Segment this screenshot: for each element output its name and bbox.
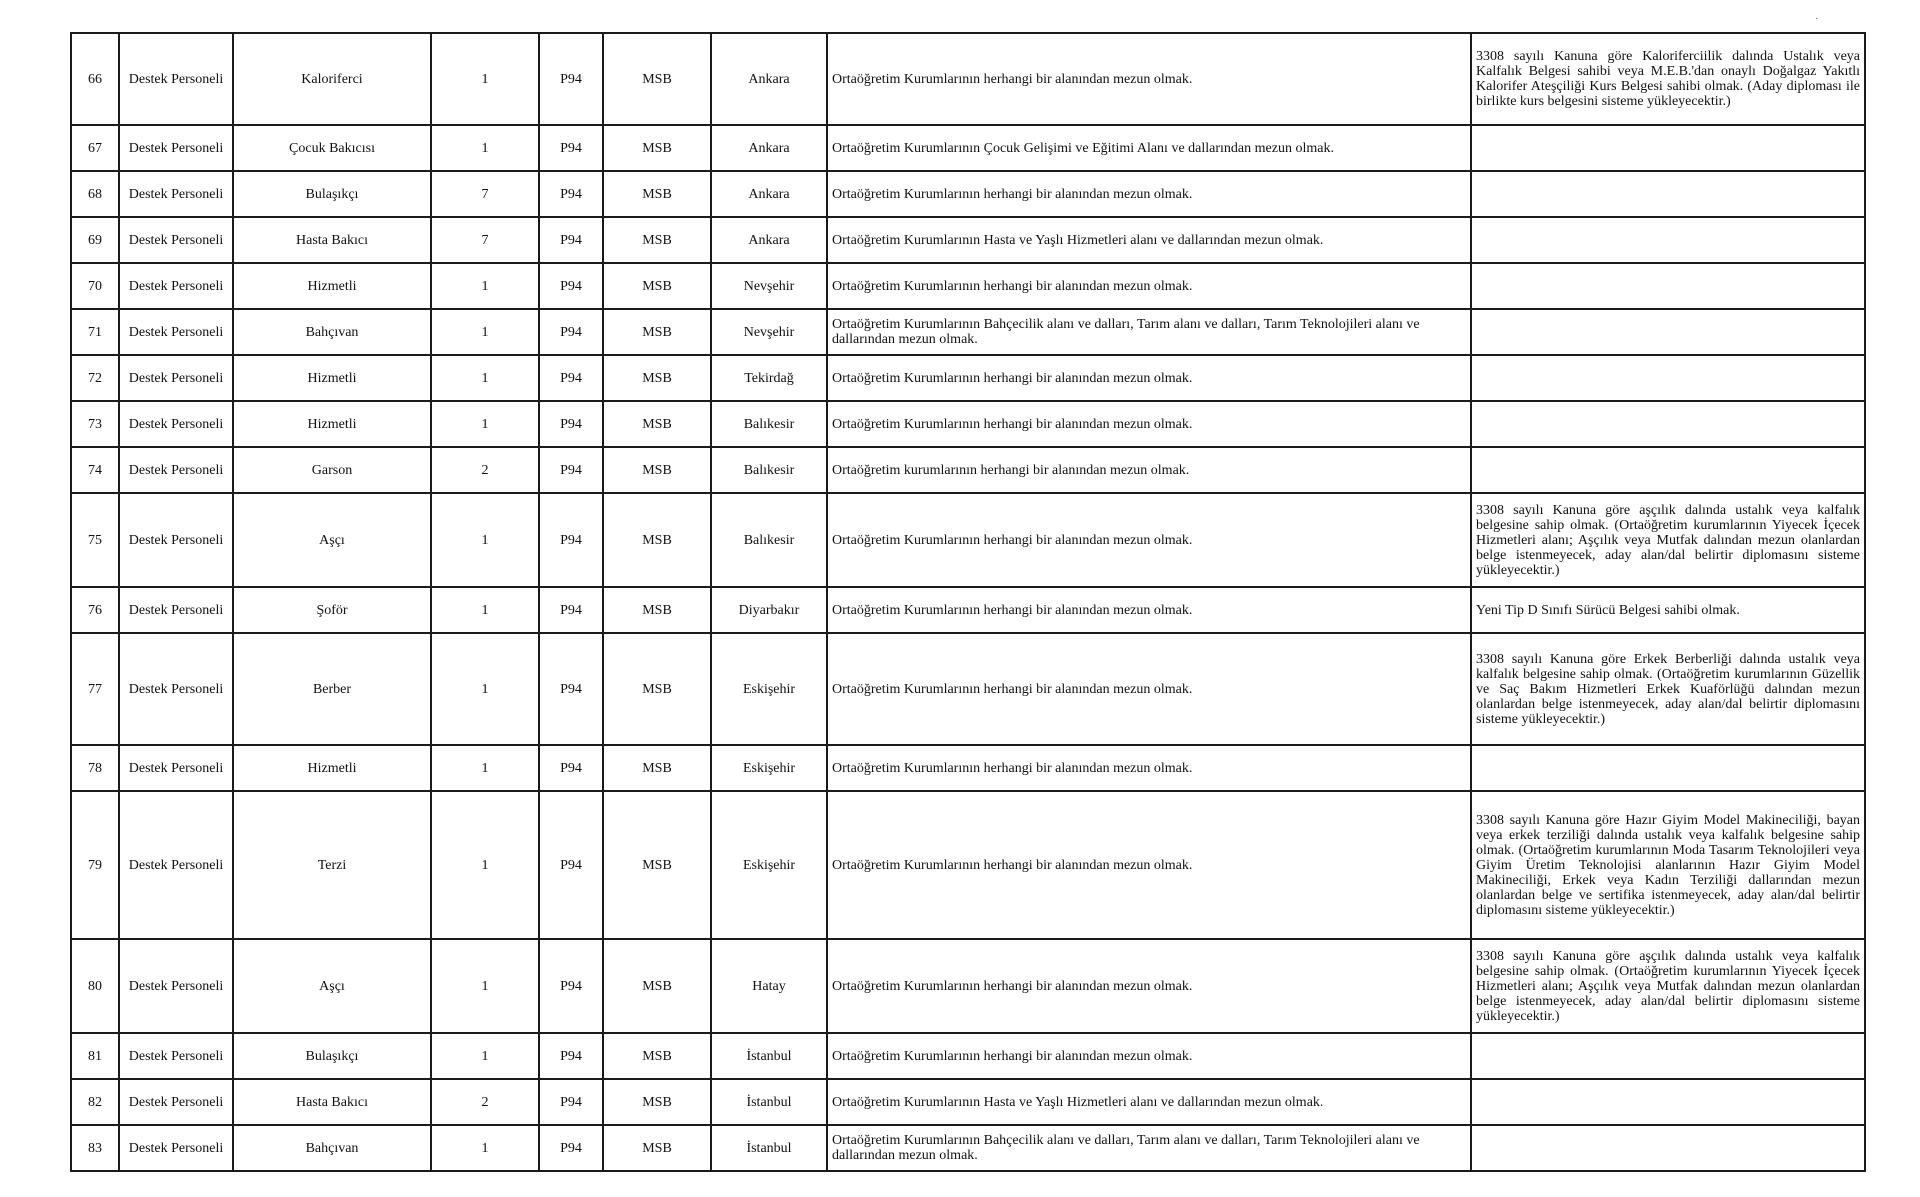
cell-notes xyxy=(1471,1125,1865,1171)
cell-institution: MSB xyxy=(603,447,711,493)
cell-title: Destek Personeli xyxy=(119,1033,233,1079)
cell-qualification: Ortaöğretim Kurumlarının herhangi bir alanından mezun olmak. xyxy=(827,263,1471,309)
cell-institution: MSB xyxy=(603,587,711,633)
table-row xyxy=(71,1079,1865,1125)
corner-mark: · xyxy=(1815,14,1819,25)
cell-province: Ankara xyxy=(711,33,827,125)
table-row xyxy=(71,125,1865,171)
table-row xyxy=(71,309,1865,355)
cell-notes xyxy=(1471,447,1865,493)
cell-score-type: P94 xyxy=(539,493,603,587)
cell-qualification: Ortaöğretim Kurumlarının Hasta ve Yaşlı Hizmetleri alanı ve dallarından mezun olmak. xyxy=(827,217,1471,263)
cell-no: 70 xyxy=(71,263,119,309)
cell-qualification: Ortaöğretim kurumlarının herhangi bir alanından mezun olmak. xyxy=(827,447,1471,493)
cell-institution: MSB xyxy=(603,309,711,355)
cell-province: Eskişehir xyxy=(711,745,827,791)
cell-qualification: Ortaöğretim Kurumlarının herhangi bir alanından mezun olmak. xyxy=(827,745,1471,791)
table-row xyxy=(71,939,1865,1033)
cell-title: Destek Personeli xyxy=(119,493,233,587)
cell-title: Destek Personeli xyxy=(119,1079,233,1125)
table-body xyxy=(71,33,1865,1171)
cell-province: Eskişehir xyxy=(711,791,827,939)
cell-province: Nevşehir xyxy=(711,309,827,355)
cell-qualification: Ortaöğretim Kurumlarının herhangi bir alanından mezun olmak. xyxy=(827,1033,1471,1079)
cell-position: Bulaşıkçı xyxy=(233,1033,431,1079)
cell-position: Hizmetli xyxy=(233,263,431,309)
cell-notes: 3308 sayılı Kanuna göre aşçılık dalında ustalık veya kalfalık belgesine sahip olmak. (Ortaöğretim kurumlarının Yiyecek İçecek Hizmetleri alanı; Aşçılık veya Mutfak dalından mezun olanlardan belge istenmeyecek, aday alan/dal belirtir diplomasını sisteme yükleyecektir.) xyxy=(1471,493,1865,587)
cell-province: Ankara xyxy=(711,217,827,263)
cell-institution: MSB xyxy=(603,355,711,401)
cell-quota: 7 xyxy=(431,171,539,217)
cell-qualification: Ortaöğretim Kurumlarının herhangi bir alanından mezun olmak. xyxy=(827,33,1471,125)
cell-score-type: P94 xyxy=(539,633,603,745)
cell-qualification: Ortaöğretim Kurumlarının herhangi bir alanından mezun olmak. xyxy=(827,587,1471,633)
cell-position: Terzi xyxy=(233,791,431,939)
table-row xyxy=(71,217,1865,263)
cell-institution: MSB xyxy=(603,939,711,1033)
cell-position: Hasta Bakıcı xyxy=(233,1079,431,1125)
cell-no: 82 xyxy=(71,1079,119,1125)
cell-qualification: Ortaöğretim Kurumlarının herhangi bir alanından mezun olmak. xyxy=(827,493,1471,587)
cell-province: Balıkesir xyxy=(711,493,827,587)
cell-institution: MSB xyxy=(603,171,711,217)
cell-province: Tekirdağ xyxy=(711,355,827,401)
cell-qualification: Ortaöğretim Kurumlarının herhangi bir alanından mezun olmak. xyxy=(827,939,1471,1033)
cell-notes xyxy=(1471,355,1865,401)
cell-qualification: Ortaöğretim Kurumlarının herhangi bir alanından mezun olmak. xyxy=(827,355,1471,401)
cell-score-type: P94 xyxy=(539,1033,603,1079)
table-row xyxy=(71,355,1865,401)
cell-score-type: P94 xyxy=(539,263,603,309)
table-row xyxy=(71,1033,1865,1079)
cell-quota: 1 xyxy=(431,587,539,633)
cell-no: 80 xyxy=(71,939,119,1033)
cell-notes xyxy=(1471,1079,1865,1125)
cell-institution: MSB xyxy=(603,1125,711,1171)
table-row xyxy=(71,447,1865,493)
cell-title: Destek Personeli xyxy=(119,125,233,171)
cell-title: Destek Personeli xyxy=(119,401,233,447)
cell-qualification: Ortaöğretim Kurumlarının herhangi bir alanından mezun olmak. xyxy=(827,633,1471,745)
cell-no: 78 xyxy=(71,745,119,791)
cell-position: Hizmetli xyxy=(233,355,431,401)
cell-title: Destek Personeli xyxy=(119,745,233,791)
cell-notes xyxy=(1471,263,1865,309)
table-row xyxy=(71,587,1865,633)
cell-score-type: P94 xyxy=(539,217,603,263)
cell-notes xyxy=(1471,217,1865,263)
cell-province: İstanbul xyxy=(711,1033,827,1079)
cell-notes: Yeni Tip D Sınıfı Sürücü Belgesi sahibi olmak. xyxy=(1471,587,1865,633)
cell-score-type: P94 xyxy=(539,791,603,939)
cell-qualification: Ortaöğretim Kurumlarının herhangi bir alanından mezun olmak. xyxy=(827,401,1471,447)
cell-score-type: P94 xyxy=(539,125,603,171)
cell-institution: MSB xyxy=(603,263,711,309)
cell-title: Destek Personeli xyxy=(119,355,233,401)
table-row xyxy=(71,633,1865,745)
cell-no: 81 xyxy=(71,1033,119,1079)
cell-notes xyxy=(1471,401,1865,447)
cell-qualification: Ortaöğretim Kurumlarının Çocuk Gelişimi ve Eğitimi Alanı ve dallarından mezun olmak. xyxy=(827,125,1471,171)
cell-notes xyxy=(1471,171,1865,217)
cell-score-type: P94 xyxy=(539,309,603,355)
cell-no: 71 xyxy=(71,309,119,355)
cell-quota: 1 xyxy=(431,401,539,447)
cell-position: Bulaşıkçı xyxy=(233,171,431,217)
cell-qualification: Ortaöğretim Kurumlarının herhangi bir alanından mezun olmak. xyxy=(827,791,1471,939)
cell-score-type: P94 xyxy=(539,401,603,447)
cell-quota: 1 xyxy=(431,791,539,939)
cell-title: Destek Personeli xyxy=(119,171,233,217)
cell-score-type: P94 xyxy=(539,171,603,217)
cell-province: Balıkesir xyxy=(711,401,827,447)
cell-position: Bahçıvan xyxy=(233,1125,431,1171)
cell-no: 67 xyxy=(71,125,119,171)
cell-notes xyxy=(1471,309,1865,355)
cell-position: Hasta Bakıcı xyxy=(233,217,431,263)
cell-quota: 1 xyxy=(431,1125,539,1171)
cell-score-type: P94 xyxy=(539,447,603,493)
cell-score-type: P94 xyxy=(539,33,603,125)
cell-notes: 3308 sayılı Kanuna göre Erkek Berberliği dalında ustalık veya kalfalık belgesine sahip olmak. (Ortaöğretim kurumlarının Güzellik ve Saç Bakım Hizmetleri Erkek Kuaförlüğü dalından mezun olanlardan belge istenmeyecek, aday alan/dal belirtir diplomasını sisteme yükleyecektir.) xyxy=(1471,633,1865,745)
table-row xyxy=(71,33,1865,125)
cell-position: Garson xyxy=(233,447,431,493)
document-sheet xyxy=(70,32,1866,1172)
cell-institution: MSB xyxy=(603,791,711,939)
cell-quota: 1 xyxy=(431,493,539,587)
cell-institution: MSB xyxy=(603,493,711,587)
table-row xyxy=(71,745,1865,791)
cell-qualification: Ortaöğretim Kurumlarının Hasta ve Yaşlı Hizmetleri alanı ve dallarından mezun olmak. xyxy=(827,1079,1471,1125)
cell-no: 74 xyxy=(71,447,119,493)
cell-institution: MSB xyxy=(603,217,711,263)
cell-quota: 1 xyxy=(431,309,539,355)
cell-notes xyxy=(1471,125,1865,171)
table-row xyxy=(71,493,1865,587)
cell-province: İstanbul xyxy=(711,1125,827,1171)
cell-no: 69 xyxy=(71,217,119,263)
cell-title: Destek Personeli xyxy=(119,33,233,125)
cell-score-type: P94 xyxy=(539,939,603,1033)
cell-province: Eskişehir xyxy=(711,633,827,745)
cell-position: Hizmetli xyxy=(233,745,431,791)
cell-quota: 1 xyxy=(431,939,539,1033)
cell-province: Ankara xyxy=(711,171,827,217)
cell-title: Destek Personeli xyxy=(119,309,233,355)
cell-quota: 1 xyxy=(431,355,539,401)
cell-position: Kaloriferci xyxy=(233,33,431,125)
cell-institution: MSB xyxy=(603,33,711,125)
cell-position: Çocuk Bakıcısı xyxy=(233,125,431,171)
cell-score-type: P94 xyxy=(539,587,603,633)
cell-notes xyxy=(1471,1033,1865,1079)
cell-institution: MSB xyxy=(603,125,711,171)
table-row xyxy=(71,791,1865,939)
cell-no: 79 xyxy=(71,791,119,939)
vacancy-table xyxy=(70,32,1866,1172)
cell-qualification: Ortaöğretim Kurumlarının Bahçecilik alanı ve dalları, Tarım alanı ve dalları, Tarım Teknolojileri alanı ve dallarından mezun olmak. xyxy=(827,309,1471,355)
cell-title: Destek Personeli xyxy=(119,791,233,939)
cell-institution: MSB xyxy=(603,745,711,791)
cell-score-type: P94 xyxy=(539,355,603,401)
cell-province: Hatay xyxy=(711,939,827,1033)
cell-notes: 3308 sayılı Kanuna göre Kaloriferciilik dalında Ustalık veya Kalfalık Belgesi sahibi veya M.E.B.'dan onaylı Doğalgaz Yakıtlı Kalorifer Ateşçiliği Kurs Belgesi sahibi olmak. (Aday diploması ile birlikte kurs belgesini sisteme yükleyecektir.) xyxy=(1471,33,1865,125)
cell-no: 72 xyxy=(71,355,119,401)
cell-province: Balıkesir xyxy=(711,447,827,493)
cell-title: Destek Personeli xyxy=(119,263,233,309)
table-row xyxy=(71,263,1865,309)
cell-quota: 1 xyxy=(431,125,539,171)
cell-no: 77 xyxy=(71,633,119,745)
cell-quota: 1 xyxy=(431,1033,539,1079)
cell-position: Aşçı xyxy=(233,493,431,587)
cell-quota: 2 xyxy=(431,1079,539,1125)
cell-quota: 1 xyxy=(431,33,539,125)
cell-title: Destek Personeli xyxy=(119,1125,233,1171)
cell-institution: MSB xyxy=(603,633,711,745)
cell-no: 66 xyxy=(71,33,119,125)
cell-position: Şoför xyxy=(233,587,431,633)
cell-score-type: P94 xyxy=(539,1125,603,1171)
cell-notes: 3308 sayılı Kanuna göre Hazır Giyim Model Makineciliği, bayan veya erkek terziliği dalında ustalık veya kalfalık belgesine sahip olmak. (Ortaöğretim kurumlarının Moda Tasarım Teknolojileri veya Giyim Üretim Teknolojisi alanlarının Hazır Giyim Model Makineciliği, Erkek veya Kadın Terziliği dallarından mezun olanlardan belge ve sertifika istenmeyecek, aday alan/dal belirtir diplomasını sisteme yükleyecektir.) xyxy=(1471,791,1865,939)
cell-qualification: Ortaöğretim Kurumlarının Bahçecilik alanı ve dalları, Tarım alanı ve dalları, Tarım Teknolojileri alanı ve dallarından mezun olmak. xyxy=(827,1125,1471,1171)
cell-title: Destek Personeli xyxy=(119,217,233,263)
cell-no: 83 xyxy=(71,1125,119,1171)
cell-institution: MSB xyxy=(603,1033,711,1079)
cell-position: Berber xyxy=(233,633,431,745)
cell-notes xyxy=(1471,745,1865,791)
cell-quota: 7 xyxy=(431,217,539,263)
cell-province: Ankara xyxy=(711,125,827,171)
cell-quota: 2 xyxy=(431,447,539,493)
cell-notes: 3308 sayılı Kanuna göre aşçılık dalında ustalık veya kalfalık belgesine sahip olmak. (Ortaöğretim kurumlarının Yiyecek İçecek Hizmetleri alanı; Aşçılık veya Mutfak dalından mezun olanlardan belge istenmeyecek, aday alan/dal belirtir diplomasını sisteme yükleyecektir.) xyxy=(1471,939,1865,1033)
cell-quota: 1 xyxy=(431,633,539,745)
cell-position: Aşçı xyxy=(233,939,431,1033)
cell-province: İstanbul xyxy=(711,1079,827,1125)
cell-no: 68 xyxy=(71,171,119,217)
table-row xyxy=(71,171,1865,217)
cell-title: Destek Personeli xyxy=(119,587,233,633)
cell-title: Destek Personeli xyxy=(119,939,233,1033)
cell-qualification: Ortaöğretim Kurumlarının herhangi bir alanından mezun olmak. xyxy=(827,171,1471,217)
cell-institution: MSB xyxy=(603,1079,711,1125)
table-row xyxy=(71,1125,1865,1171)
cell-position: Bahçıvan xyxy=(233,309,431,355)
cell-score-type: P94 xyxy=(539,1079,603,1125)
cell-quota: 1 xyxy=(431,263,539,309)
cell-score-type: P94 xyxy=(539,745,603,791)
cell-title: Destek Personeli xyxy=(119,447,233,493)
cell-no: 73 xyxy=(71,401,119,447)
table-row xyxy=(71,401,1865,447)
cell-province: Nevşehir xyxy=(711,263,827,309)
cell-no: 76 xyxy=(71,587,119,633)
cell-no: 75 xyxy=(71,493,119,587)
cell-position: Hizmetli xyxy=(233,401,431,447)
cell-institution: MSB xyxy=(603,401,711,447)
cell-quota: 1 xyxy=(431,745,539,791)
cell-title: Destek Personeli xyxy=(119,633,233,745)
cell-province: Diyarbakır xyxy=(711,587,827,633)
